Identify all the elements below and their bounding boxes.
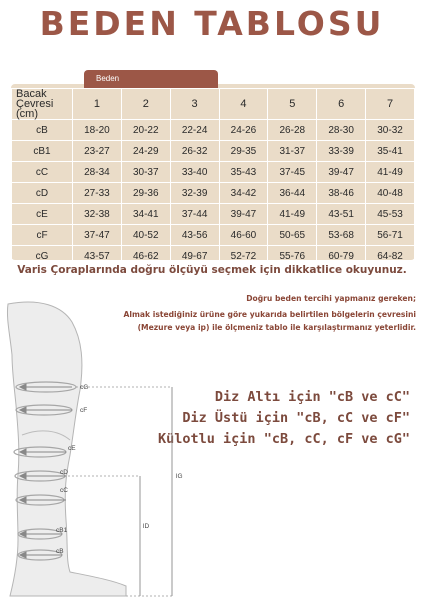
leg-measurement-diagram: [0, 290, 200, 600]
table-cell: 29-35: [219, 141, 268, 162]
instruction-note: Varis Çoraplarında doğru ölçüyü seçmek için dikkatlice okuyunuz.: [17, 264, 407, 276]
table-cell: 27-33: [73, 183, 122, 204]
table-cell: 23-27: [73, 141, 122, 162]
corner-label-line1: Bacak: [16, 88, 47, 100]
size-header: 6: [317, 89, 366, 120]
table-cell: 28-30: [317, 120, 366, 141]
label-cE: cE: [68, 445, 76, 452]
table-cell: 37-44: [170, 204, 219, 225]
table-cell: 39-47: [317, 162, 366, 183]
table-cell: 37-47: [73, 225, 122, 246]
row-label: cB: [12, 120, 73, 141]
table-cell: 18-20: [73, 120, 122, 141]
size-header-tab: Beden: [84, 70, 218, 88]
table-cell: 40-48: [366, 183, 415, 204]
table-row: [12, 162, 415, 183]
size-table: [11, 88, 415, 267]
row-label: cF: [12, 225, 73, 246]
row-label: cE: [12, 204, 73, 225]
label-cC: cC: [60, 487, 68, 494]
table-cell: 39-47: [219, 204, 268, 225]
table-cell: 31-37: [268, 141, 317, 162]
table-cell: 26-28: [268, 120, 317, 141]
page-title: BEDEN TABLOSU: [39, 4, 385, 43]
guide-above-knee: Diz Üstü için "cB, cC ve cF": [182, 410, 410, 426]
table-cell: 35-41: [366, 141, 415, 162]
table-row: [12, 225, 415, 246]
table-cell: 24-26: [219, 120, 268, 141]
table-cell: 49-67: [170, 246, 219, 267]
table-cell: 34-42: [219, 183, 268, 204]
table-cell: 46-62: [121, 246, 170, 267]
size-header: 5: [268, 89, 317, 120]
table-cell: 24-29: [121, 141, 170, 162]
table-cell: 64-82: [366, 246, 415, 267]
instruction-line-1: Doğru beden tercihi yapmanız gereken;: [246, 294, 416, 303]
table-cell: 52-72: [219, 246, 268, 267]
corner-label: [12, 89, 73, 120]
table-cell: 41-49: [366, 162, 415, 183]
size-header-row: [12, 89, 415, 120]
table-row: [12, 141, 415, 162]
row-label: cB1: [12, 141, 73, 162]
table-cell: 32-39: [170, 183, 219, 204]
table-row: [12, 183, 415, 204]
size-header: 1: [73, 89, 122, 120]
table-cell: 37-45: [268, 162, 317, 183]
table-cell: 41-49: [268, 204, 317, 225]
size-header: 2: [121, 89, 170, 120]
label-cB: cB: [56, 548, 64, 555]
table-cell: 30-37: [121, 162, 170, 183]
label-cD: cD: [60, 469, 68, 476]
size-header: 3: [170, 89, 219, 120]
table-cell: 40-52: [121, 225, 170, 246]
instruction-line-3: (Mezure veya ip) ile ölçmeniz tablo ile karşılaştırmanız yeterlidir.: [137, 323, 416, 332]
table-cell: 56-71: [366, 225, 415, 246]
row-label: cG: [12, 246, 73, 267]
table-row: [12, 120, 415, 141]
table-cell: 38-46: [317, 183, 366, 204]
table-row: [12, 204, 415, 225]
label-cF: cF: [80, 407, 88, 414]
label-cB1: cB1: [56, 527, 68, 534]
table-cell: 32-38: [73, 204, 122, 225]
table-cell: 26-32: [170, 141, 219, 162]
table-cell: 22-24: [170, 120, 219, 141]
table-cell: 34-41: [121, 204, 170, 225]
size-header: 7: [366, 89, 415, 120]
table-cell: 33-40: [170, 162, 219, 183]
table-cell: 43-51: [317, 204, 366, 225]
table-cell: 35-43: [219, 162, 268, 183]
guide-pantyhose: Külotlu için "cB, cC, cF ve cG": [158, 431, 410, 447]
row-label: cC: [12, 162, 73, 183]
table-cell: 29-36: [121, 183, 170, 204]
table-cell: 45-53: [366, 204, 415, 225]
label-lG: lG: [176, 473, 183, 480]
table-cell: 50-65: [268, 225, 317, 246]
instruction-line-2: Almak istediğiniz ürüne göre yukarıda belirtilen bölgelerin çevresini: [123, 310, 416, 319]
table-cell: 43-57: [73, 246, 122, 267]
size-header: 4: [219, 89, 268, 120]
table-cell: 30-32: [366, 120, 415, 141]
table-cell: 46-60: [219, 225, 268, 246]
table-cell: 33-39: [317, 141, 366, 162]
table-cell: 53-68: [317, 225, 366, 246]
row-label: cD: [12, 183, 73, 204]
corner-label-line2: Çevresi (cm): [16, 98, 54, 120]
table-cell: 20-22: [121, 120, 170, 141]
guide-below-knee: Diz Altı için "cB ve cC": [214, 389, 410, 405]
label-lD: lD: [143, 523, 150, 530]
table-cell: 43-56: [170, 225, 219, 246]
table-cell: 36-44: [268, 183, 317, 204]
table-cell: 28-34: [73, 162, 122, 183]
table-cell: 55-76: [268, 246, 317, 267]
table-cell: 60-79: [317, 246, 366, 267]
label-cG: cG: [80, 384, 89, 391]
